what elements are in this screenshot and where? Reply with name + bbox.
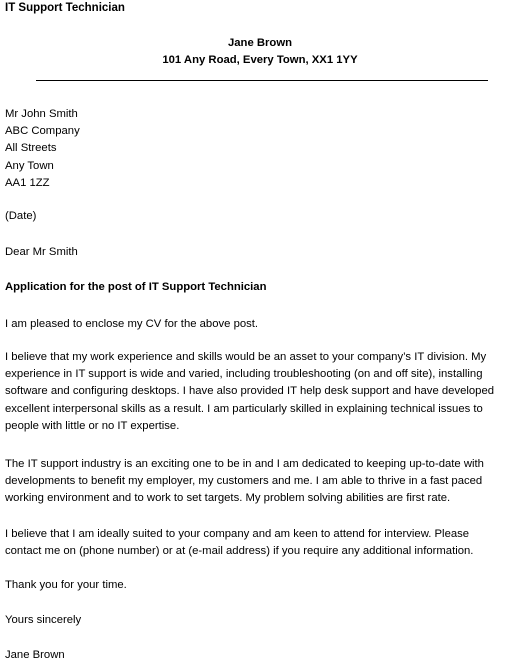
- paragraph-line: experience in IT support is wide and varied, including troubleshooting (on and off site), installing: [5, 368, 483, 381]
- paragraph-line: excellent interpersonal skills as a result. I am particularly skilled in explaining technical issues to: [5, 402, 483, 415]
- document-title: IT Support Technician: [5, 2, 125, 14]
- paragraph-line: I believe that I am ideally suited to your company and am keen to attend for interview. Please: [5, 528, 470, 540]
- sender-address: 101 Any Road, Every Town, XX1 1YY: [162, 54, 358, 66]
- paragraph-line: developments to benefit my employer, my customers and me. I am able to thrive in a fast paced: [5, 475, 483, 488]
- letter-subject: Application for the post of IT Support Technician: [5, 281, 267, 293]
- paragraph-interview: [5, 526, 505, 560]
- recipient-line: Mr John Smith: [5, 108, 78, 120]
- recipient-line: AA1 1ZZ: [5, 176, 50, 189]
- paragraph-line: people with little or no IT expertise.: [5, 419, 180, 432]
- sender-name: Jane Brown: [227, 37, 293, 49]
- paragraph-experience: [5, 349, 505, 435]
- paragraph-line: I believe that my work experience and skills would be an asset to your company’s IT division. My: [5, 351, 487, 363]
- thanks-line: Thank you for your time.: [5, 579, 127, 591]
- closing-line: Yours sincerely: [5, 614, 82, 626]
- recipient-line: ABC Company: [5, 125, 80, 138]
- paragraph-intro: [5, 316, 505, 333]
- paragraph-line: I am pleased to enclose my CV for the above post.: [5, 318, 259, 330]
- salutation: Dear Mr Smith: [5, 246, 78, 258]
- recipient-line: All Streets: [5, 142, 57, 155]
- header-divider: [36, 80, 488, 81]
- paragraph-industry: [5, 456, 505, 508]
- recipient-line: Any Town: [5, 159, 54, 172]
- paragraph-line: The IT support industry is an exciting one to be in and I am dedicated to keeping up-to-date with: [5, 458, 484, 470]
- letter-date: (Date): [5, 210, 37, 222]
- paragraph-line: software and configuring desktops. I have also provided IT help desk support and have developed: [5, 385, 495, 398]
- signature-name: Jane Brown: [5, 649, 65, 661]
- paragraph-line: contact me on (phone number) or at (e-mail address) if you require any additional information.: [5, 545, 474, 558]
- recipient-address-block: [5, 106, 80, 192]
- paragraph-line: working environment and to work to set targets. My problem solving abilities are first rate.: [5, 492, 451, 505]
